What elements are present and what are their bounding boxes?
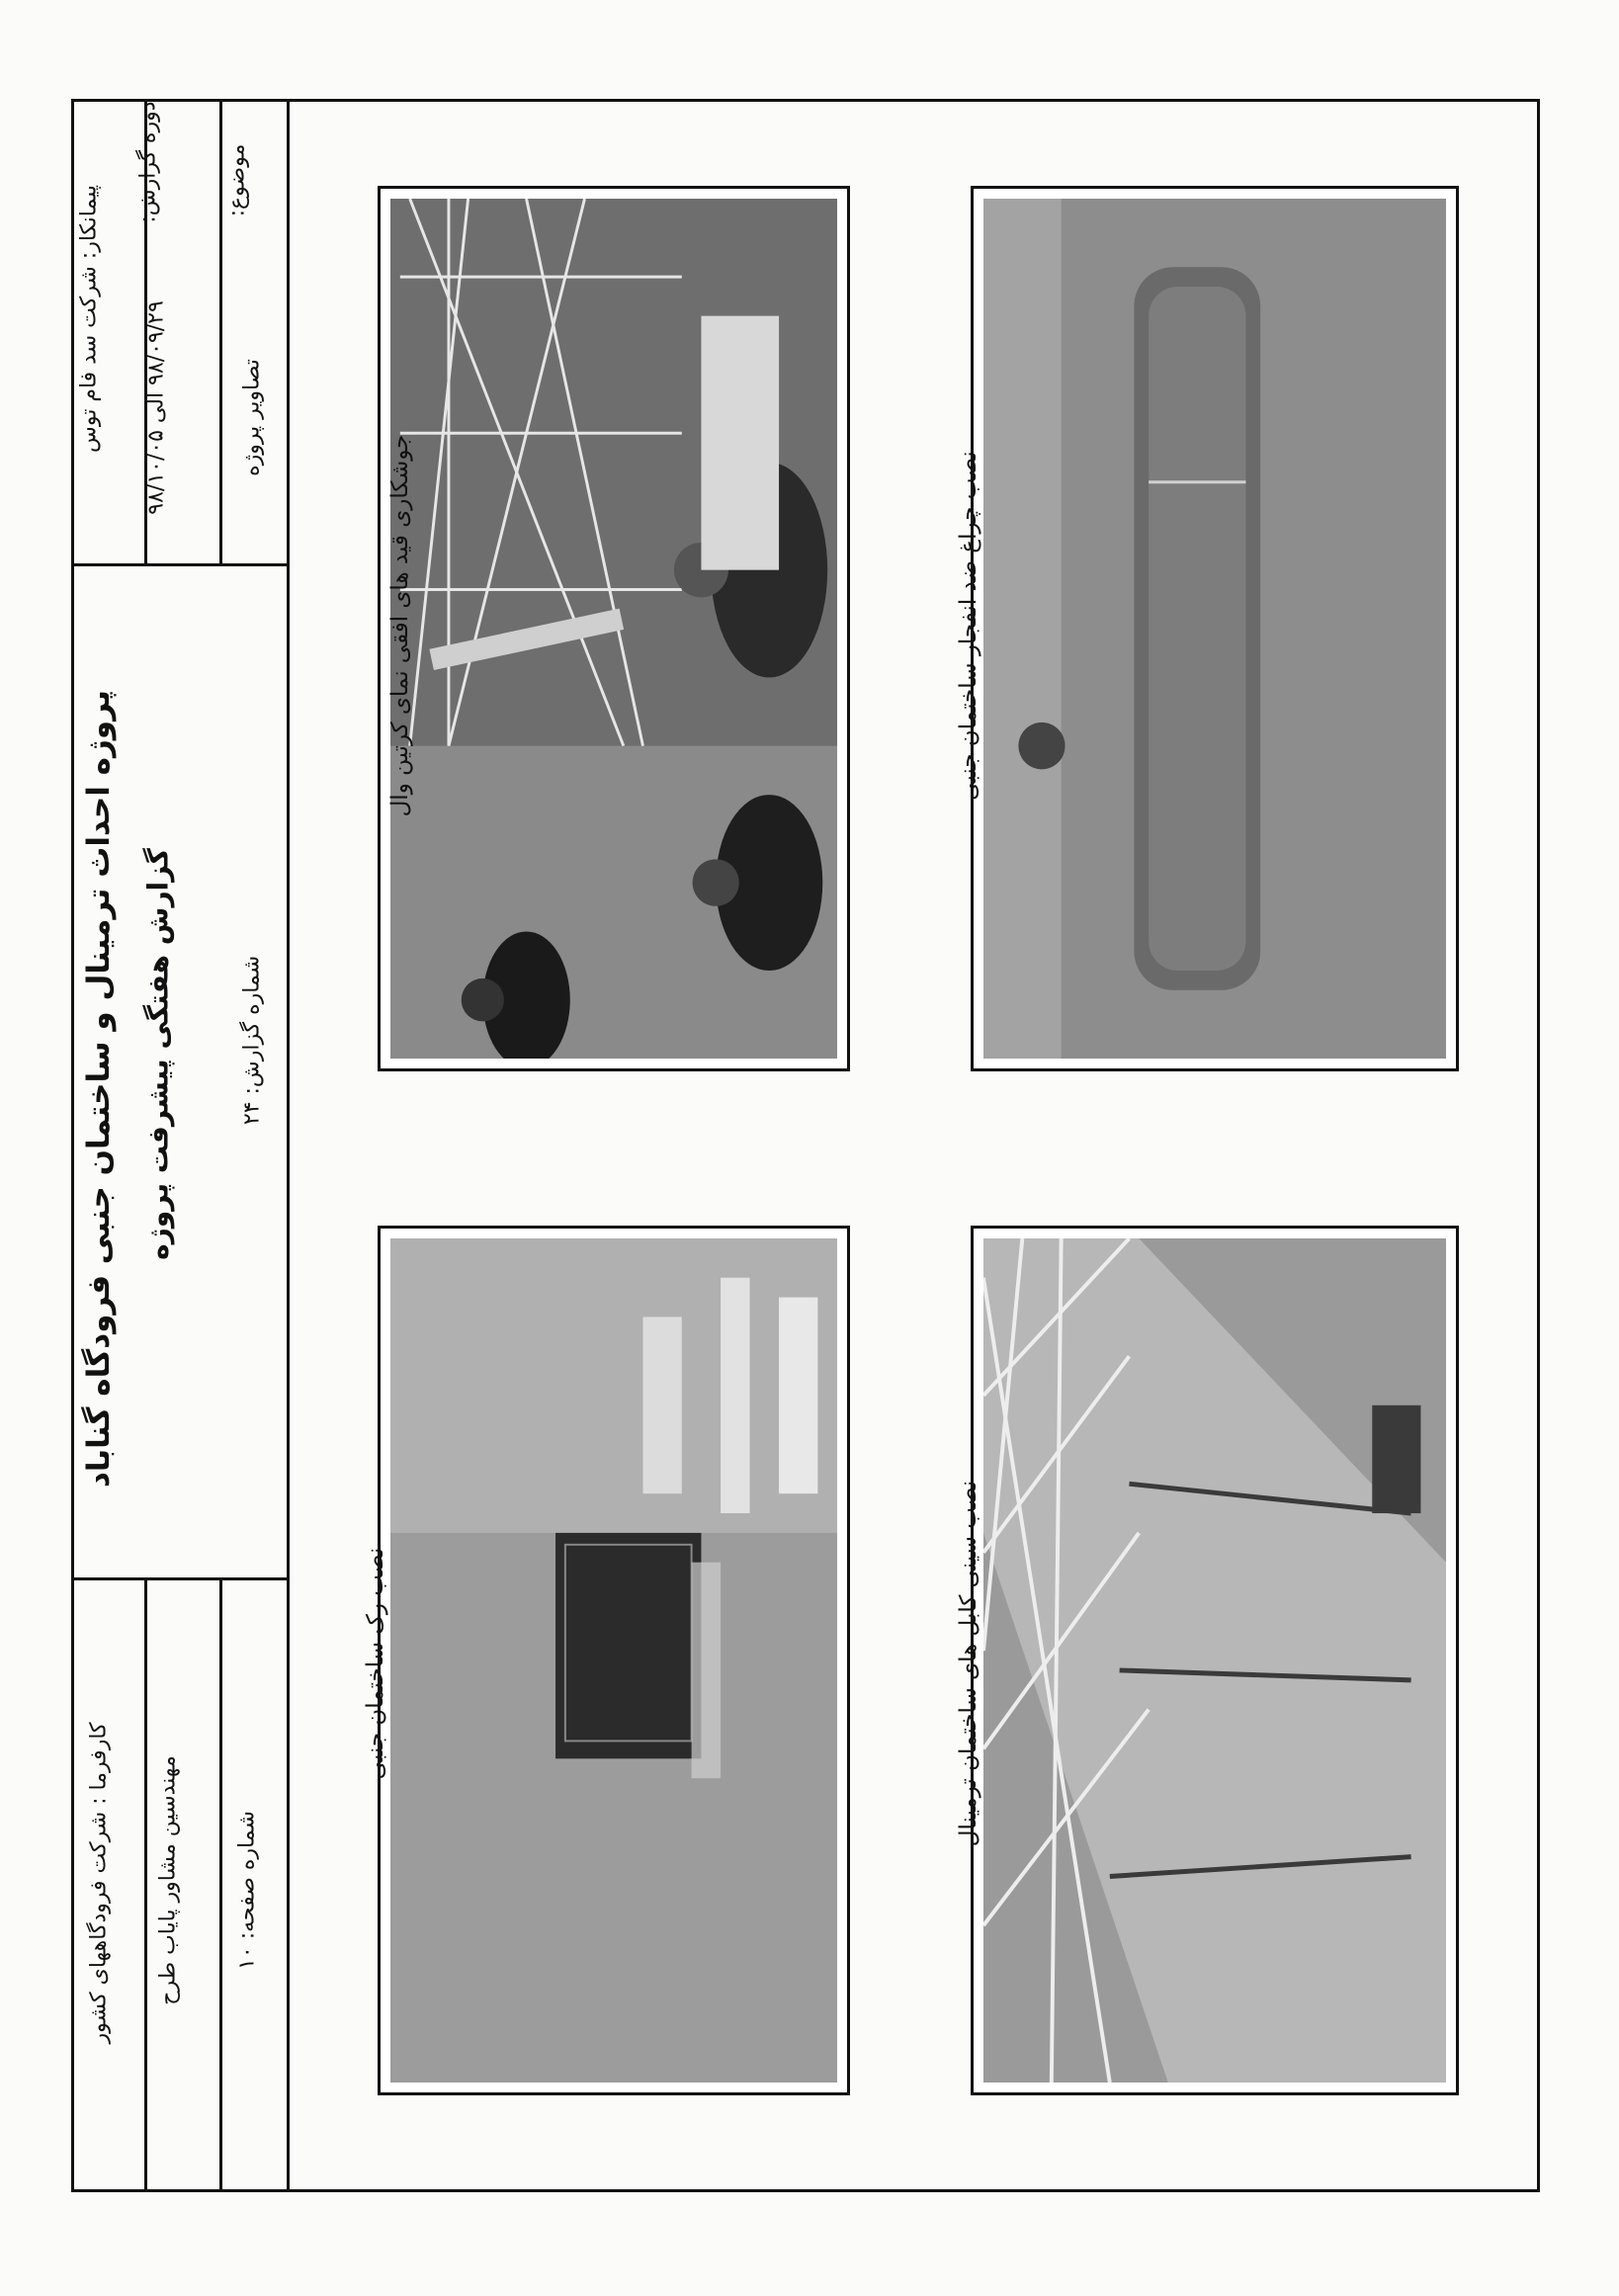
subject-value: تصاویر پروژه — [239, 359, 265, 476]
cable-tray-roof-photo — [983, 1238, 1446, 2083]
header-divider-top — [71, 563, 290, 566]
explosion-proof-lamp-photo — [983, 199, 1446, 1059]
photo-caption-cable-tray: نصب سینی کابل های ساختمان ترمینال — [956, 1480, 981, 1847]
welding-scaffold-photo — [390, 199, 837, 1059]
photo-panel-welding — [378, 186, 850, 1071]
consultant-text: مهندسین مشاور پایاب طرح — [155, 1755, 181, 2005]
photo-panel-rack — [378, 1226, 850, 2095]
report-title: گزارش هفتگی پیشرفت پروژه — [141, 848, 175, 1260]
project-title: پروژه احداث ترمینال و ساختمان جنبی فرودگاه گناباد — [81, 690, 117, 1488]
photo-panel-cable-tray — [971, 1226, 1459, 2095]
header-row-line-4 — [219, 1577, 222, 2192]
report-period-value: ۹۸/۰۹/۲۹ الی ۹۸/۱۰/۰۵ — [143, 300, 169, 515]
employer-text: کارفرما : شرکت فرودگاههای کشور — [86, 1722, 112, 2044]
header-divider-bottom — [71, 1577, 290, 1580]
header-row-line-2 — [219, 99, 222, 563]
page-number: شماره صفحه: ۱۰ — [234, 1811, 260, 1970]
header-band-border — [287, 99, 290, 2192]
server-rack-photo — [390, 1238, 837, 2083]
photo-caption-welding: جوشکاری قید های افقی نمای کرتین وال — [387, 434, 413, 817]
photo-caption-lamp: نصب چراغ ضد انفجار ساختمان جنبی — [956, 451, 981, 801]
report-number: شماره گزارش: ۲۴ — [239, 955, 265, 1126]
contractor-text: پیمانکار: شرکت سد فام توس — [76, 185, 102, 453]
subject-label: موضوع: — [224, 143, 250, 217]
report-period-label: دوره گزارش: — [135, 101, 161, 223]
photo-caption-rack: نصب رک ساختمان جنبی — [363, 1547, 388, 1780]
header-row-line-3 — [144, 1577, 147, 2192]
photo-panel-lamp — [971, 186, 1459, 1071]
